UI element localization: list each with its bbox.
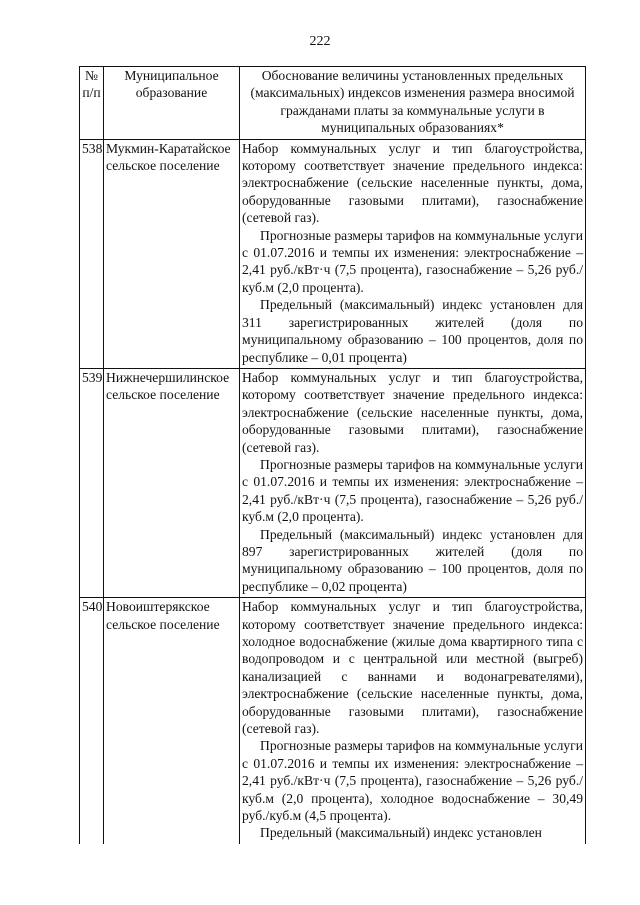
header-justification: Обоснование величины установленных предельных (максимальных) индексов изменения размера вносимой гражданами платы за коммунальные услуги в муниципальных образованиях*: [240, 67, 586, 140]
row-municipality: Новоиштерякское сельское поселение: [104, 598, 240, 844]
row-justification: [240, 368, 586, 597]
tariff-forecast-paragraph: Прогнозные размеры тарифов на коммунальные услуги с 01.07.2016 и темпы их изменения: электроснабжение – 2,41 руб./кВт·ч (7,5 процента), газоснабжение – 5,26 руб./куб.м (2,0 процента).: [242, 456, 583, 525]
service-set-paragraph: Набор коммунальных услуг и тип благоустройства, которому соответствует значение предельного индекса: электроснабжение (сельские населенные пункты, дома, оборудованные газовыми плитами), газоснабжение (сетевой газ).: [242, 369, 583, 455]
index-coverage-paragraph: Предельный (максимальный) индекс установлен для 897 зарегистрированных жителей (доля по муниципальному образованию – 100 процентов, доля по республике – 0,02 процента): [242, 526, 583, 594]
tariff-forecast-paragraph: Прогнозные размеры тарифов на коммунальные услуги с 01.07.2016 и темпы их изменения: электроснабжение – 2,41 руб./кВт·ч (7,5 процента), газоснабжение – 5,26 руб./куб.м (2,0 процента).: [242, 227, 583, 295]
row-number: 540: [80, 598, 104, 844]
table-row: [80, 139, 586, 368]
tariff-forecast-paragraph: Прогнозные размеры тарифов на коммунальные услуги с 01.07.2016 и темпы их изменения: электроснабжение – 2,41 руб./кВт·ч (7,5 процента), газоснабжение – 5,26 руб./куб.м (2,0 процента), холодное водоснабжение – 30,49 руб./куб.м (4,5 процента).: [242, 738, 583, 824]
service-set-paragraph: Набор коммунальных услуг и тип благоустройства, которому соответствует значение предельного индекса: электроснабжение (сельские населенные пункты, дома, оборудованные газовыми плитами), газоснабжение (сетевой газ).: [242, 140, 583, 226]
table-header-row: [80, 67, 586, 140]
table-row: [80, 598, 586, 844]
tariff-index-table: [79, 66, 586, 844]
index-coverage-paragraph: Предельный (максимальный) индекс установлен: [260, 825, 542, 841]
row-justification: [240, 139, 586, 368]
row-number: 538: [80, 139, 104, 368]
row-municipality: Мукмин-Каратайское сельское поселение: [104, 139, 240, 368]
table-row: [80, 368, 586, 597]
header-municipality: Муниципальное образование: [104, 67, 240, 140]
header-number: № п/п: [80, 67, 104, 140]
row-municipality: Нижнечершилинское сельское поселение: [104, 368, 240, 597]
page-number: 222: [309, 34, 331, 49]
row-number: 539: [80, 368, 104, 597]
row-justification: [240, 598, 586, 844]
service-set-paragraph: Набор коммунальных услуг и тип благоустройства, которому соответствует значение предельного индекса: холодное водоснабжение (жилые дома квартирного типа с водопроводом и с центральной или местной (выгреб) канализацией с ваннами и водонагревателями), электроснабжение (сельские населенные пункты, дома, оборудованные газовыми плитами), газоснабжение (сетевой газ).: [242, 599, 583, 737]
index-coverage-paragraph: Предельный (максимальный) индекс установлен для 311 зарегистрированных жителей (доля по муниципальному образованию – 100 процентов, доля по республике – 0,01 процента): [242, 297, 583, 365]
